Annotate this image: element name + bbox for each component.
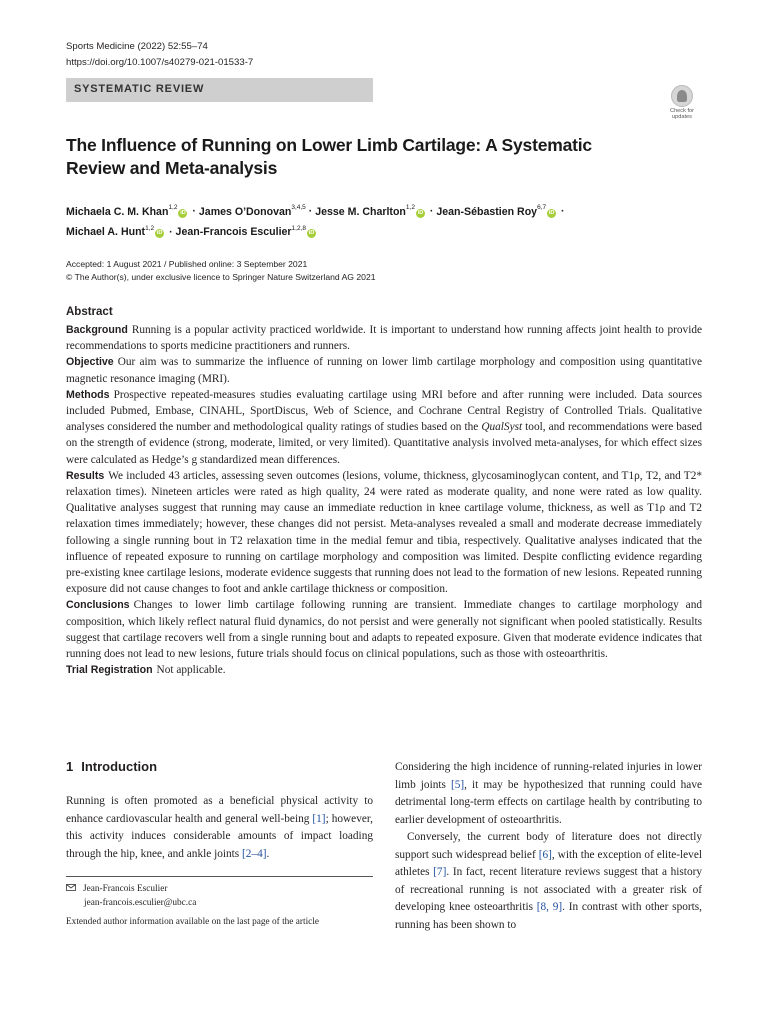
article-type-bar bbox=[66, 78, 373, 102]
citation-link[interactable]: [1] bbox=[312, 812, 326, 825]
author[interactable]: Michaela C. M. Khan$^{1,2}$iD bbox=[66, 204, 186, 218]
intro-column-left bbox=[66, 793, 373, 863]
citation-link[interactable]: [5] bbox=[450, 778, 465, 791]
abstract-methods: Methods Prospective repeated-measures studies evaluating cartilage using MRI before and after running were included. Data sources included Pubmed, Embase, CINAHL, SportDiscus, Web of Science, and Cochrane Central Registry of Controlled Trials. Qualitative analyses considered the number and methodological quality ratings of studies based on the QualSyst tool, and recommendations were based on the strength of evidence (strong, moderate, limited, or very limited). Quantitative analysis involved meta-analyses, for which effect sizes were calculated as Hedge’s g standardized mean differences. bbox=[66, 388, 703, 466]
orcid-icon[interactable]: iD bbox=[180, 209, 186, 216]
author[interactable]: Jean-Francois Esculier$^{1,2,8}$iD bbox=[175, 224, 315, 239]
orcid-icon[interactable]: iD bbox=[308, 230, 315, 237]
intro-paragraph: Running is often promoted as a beneficial physical activity to enhance cardiovascular health and general well-being [1]; however, this activity induces considerable amounts of impact loading through the hip, knee, and ankle joints [2–4]. bbox=[66, 795, 373, 860]
footnote-divider bbox=[66, 876, 373, 877]
orcid-icon[interactable]: iD bbox=[548, 209, 555, 216]
intro-paragraph: Considering the high incidence of running-related injuries in lower limb joints [5], it may be hypothesized that running could have detrimental long-term effects on cartilage health by contributing to earlier development of osteoarthritis. bbox=[395, 761, 702, 826]
copyright: © The Author(s), under exclusive licence to Springer Nature Switzerland AG 2021 bbox=[66, 272, 376, 282]
publication-dates bbox=[66, 258, 376, 284]
corresponding-author bbox=[66, 883, 196, 910]
intro-column-right bbox=[395, 759, 702, 934]
abstract-heading: Abstract bbox=[66, 306, 113, 318]
abstract-trial-registration: Trial Registration Not applicable. bbox=[66, 664, 226, 677]
journal-info bbox=[66, 39, 253, 70]
abstract-results: Results We included 43 articles, assessing seven outcomes (lesions, volume, thickness, glycosaminoglycan content, and T1ρ, T2, and T2* relaxation times). Nineteen articles were rated as high quality, 24 were rated as moderate quality, and none were rated as low quality. Qualitative analyses suggest that running may cause an immediate reduction in knee cartilage volume, thickness, as well as T1ρ and T2 relaxation times immediately; however, these changes did not persist. Meta-analyses revealed a small and moderate decrease immediately following a single running bout in T2 relaxation time in the medial femur and tibia, respectively. Qualitative analyses indicated that the influence of repeated exposure to running on cartilage morphology and composition was limited. Despite conflicting evidence regarding pre-existing knee cartilage lesions, moderate evidence suggests that running does not lead to the formation of new lesions. Repeated running exposure did not cause changes to foot and ankle cartilage thickness or composition. bbox=[66, 469, 702, 596]
journal-citation: Sports Medicine (2022) 52:55–74 bbox=[66, 41, 208, 52]
author-list: Michaela C. M. Khan$^{1,2}$iD · James O’Donovan$^{3,4,5}$ · Jesse M. Charlton$^{1,2}$iD · Jean-Sébastien Roy$^{6,7}$iD · Michael A. Hunt$^{1,2}$iD · Jean-Francois Esculier$^{1,2,8}$iD bbox=[66, 204, 565, 239]
section-heading-introduction: 1 Introduction bbox=[66, 759, 158, 774]
envelope-icon bbox=[66, 883, 77, 897]
author[interactable]: Jesse M. Charlton$^{1,2}$iD bbox=[315, 204, 424, 218]
check-for-updates-badge[interactable] bbox=[662, 84, 702, 124]
crossmark-text: Check for updates bbox=[670, 108, 694, 121]
doi-link[interactable]: https://doi.org/10.1007/s40279-021-01533-7 bbox=[66, 56, 254, 68]
corresponding-author-name: Jean-Francois Esculier bbox=[83, 884, 168, 894]
corresponding-author-email[interactable]: jean-francois.esculier@ubc.ca bbox=[84, 897, 197, 908]
intro-paragraph: Conversely, the current body of literature does not directly support such widespread belief [6], with the exception of elite-level athletes [7]. In fact, recent literature reviews suggest that a history of recreational running is not associated with a greater risk of developing knee osteoarthritis [8, 9]. In contrast with other sports, running has been shown to bbox=[395, 831, 703, 931]
citation-link[interactable]: [6] bbox=[538, 848, 552, 861]
extended-author-info: Extended author information available on the last page of the article bbox=[66, 917, 319, 927]
orcid-icon[interactable]: iD bbox=[417, 209, 424, 216]
abstract-objective: Objective Our aim was to summarize the influence of running on lower limb cartilage morphology and composition using quantitative magnetic resonance imaging (MRI). bbox=[66, 356, 702, 385]
crossmark-icon bbox=[671, 85, 693, 107]
orcid-icon[interactable]: iD bbox=[156, 230, 163, 237]
author[interactable]: James O’Donovan$^{3,4,5}$ bbox=[198, 204, 306, 218]
abstract-body bbox=[66, 322, 702, 678]
abstract-background: Background Running is a popular activity practiced worldwide. It is important to understand how running affects joint health to provide recommendations to sports medicine practitioners and runners. bbox=[66, 324, 702, 353]
accepted-published: Accepted: 1 August 2021 / Published online: 3 September 2021 bbox=[66, 259, 308, 269]
author[interactable]: Michael A. Hunt$^{1,2}$iD bbox=[66, 224, 163, 239]
abstract-conclusions: Conclusions Changes to lower limb cartilage following running are transient. Immediate changes to cartilage morphology and composition, which likely reflect natural fluid dynamics, do not persist and were generally not significant when pooled statistically. Results suggest that cartilage recovers well from a single running bout and adapts to repeated exposure. Given that moderate evidence indicates that running does not lead to new lesions, future trials should focus on clinical populations, such as those with osteoarthritis. bbox=[66, 599, 702, 661]
citation-link[interactable]: [7] bbox=[433, 866, 447, 878]
article-type-label: SYSTEMATIC REVIEW bbox=[74, 83, 205, 95]
author[interactable]: Jean-Sébastien Roy$^{6,7}$iD bbox=[436, 204, 555, 218]
citation-link[interactable]: [2–4] bbox=[242, 847, 267, 860]
paper-title: The Influence of Running on Lower Limb Cartilage: A Systematic Review and Meta-analysis bbox=[66, 135, 592, 178]
citation-link[interactable]: [8, 9] bbox=[536, 901, 563, 913]
